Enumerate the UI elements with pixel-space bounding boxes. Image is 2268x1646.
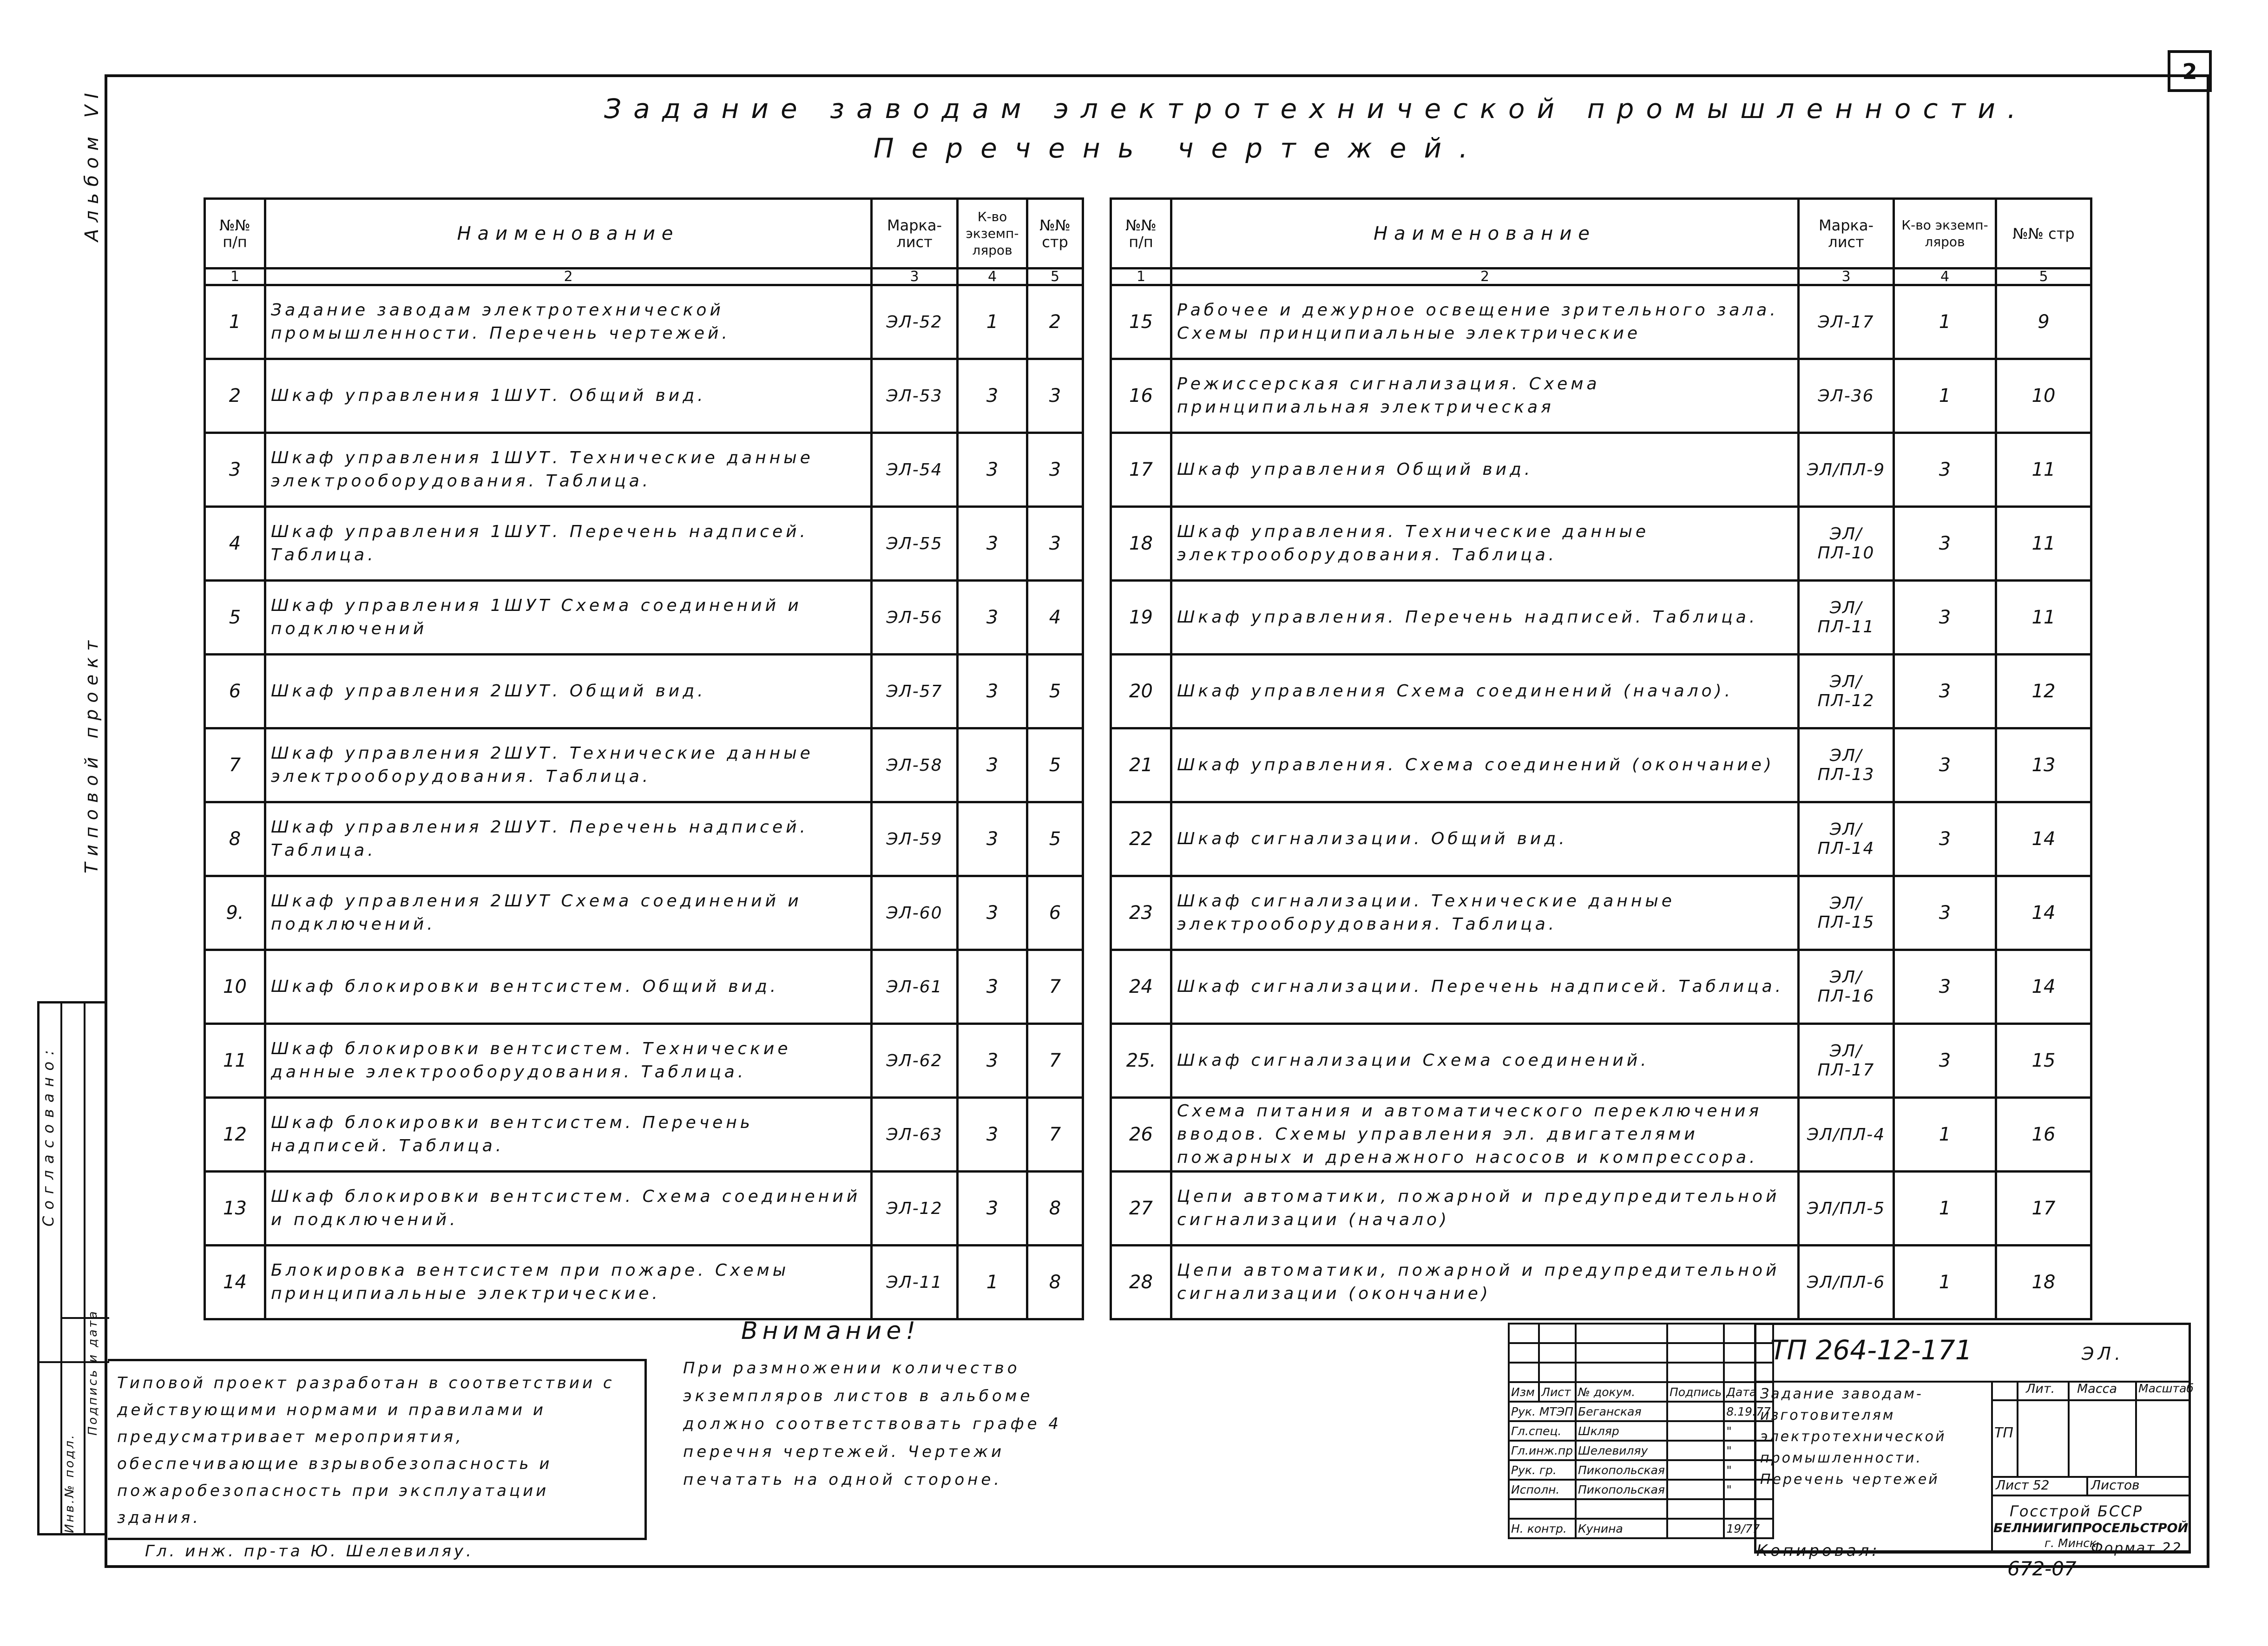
chief-engineer-signature: Гл. инж. пр-та Ю. Шелевиляу. [145,1542,474,1561]
copies-count: 3 [1894,433,1996,507]
table-row [205,950,1083,1024]
org-city: г. Минск [2044,1536,2097,1550]
drawing-name: Шкаф блокировки вентсистем. Технические данные электрооборудования. Таблица. [265,1024,872,1098]
stamp-header-cell: № докум. [1576,1382,1667,1402]
copies-count: 1 [958,285,1027,359]
row-number: 4 [205,507,265,581]
row-number: 25. [1111,1024,1171,1098]
page-number-cell: 13 [1996,728,2091,802]
project-code: ТП 264-12-171 [1770,1334,1972,1366]
sheet-title: Задание заводам-изготовителям электротехнической промышленности. Перечень чертежей [1760,1386,1946,1488]
stamp-name [1576,1499,1667,1519]
drawing-mark: ЭЛ/ПЛ-11 [1799,581,1894,655]
drawing-mark: ЭЛ-36 [1799,359,1894,433]
row-number: 17 [1111,433,1171,507]
page-number-cell: 5 [1027,802,1083,876]
col-copies-header: К-во экземп-ляров [958,199,1027,269]
page-number-cell: 2 [1027,285,1083,359]
drawing-name: Шкаф сигнализации. Технические данные электрооборудования. Таблица. [1171,876,1799,950]
table-row [205,802,1083,876]
row-number: 15 [1111,285,1171,359]
table-row [205,1172,1083,1246]
project-label: Типовой проект [81,634,102,873]
stamp-date: " [1724,1421,1773,1441]
title-block-signatures [1508,1323,1774,1539]
page-number-cell: 15 [1996,1024,2091,1098]
stamp-header-cell: Подпись [1667,1382,1724,1402]
drawing-mark: ЭЛ/ПЛ-16 [1799,950,1894,1024]
row-number: 1 [205,285,265,359]
row-number: 19 [1111,581,1171,655]
stamp-role: Рук. гр. [1509,1460,1576,1480]
col-name-header: Наименование [265,199,872,269]
drawing-mark: ЭЛ-54 [872,433,958,507]
copies-count: 1 [1894,1098,1996,1172]
row-number: 14 [205,1246,265,1319]
drawing-mark: ЭЛ/ПЛ-13 [1799,728,1894,802]
table-row [1111,507,2091,581]
col-index: 1 [1111,269,1171,285]
stamp-role: Гл.инж.пр [1509,1441,1576,1460]
drawing-name: Шкаф управления 2ШУТ. Технические данные электрооборудования. Таблица. [265,728,872,802]
mass-label: Масса [2077,1382,2117,1396]
col-index: 2 [1171,269,1799,285]
row-number: 21 [1111,728,1171,802]
copies-count: 3 [958,728,1027,802]
sheets-count-label: Листов [2091,1477,2140,1493]
copies-count: 3 [1894,655,1996,728]
drawing-name: Режиссерская сигнализация. Схема принципиальная электрическая [1171,359,1799,433]
col-index: 3 [1799,269,1894,285]
lit-value: ТП [1994,1425,2013,1441]
page-number-cell: 5 [1027,655,1083,728]
format-label: Формат 22 [2091,1540,2183,1556]
stamp-row [1509,1421,1773,1441]
page-number-cell: 17 [1996,1172,2091,1246]
stamp-row [1509,1460,1773,1480]
col-num-header: №№ п/п [1111,199,1171,269]
page-number-cell: 14 [1996,876,2091,950]
row-number: 5 [205,581,265,655]
row-number: 7 [205,728,265,802]
table-row [205,728,1083,802]
page-number-cell: 18 [1996,1246,2091,1319]
drawing-mark: ЭЛ-60 [872,876,958,950]
stamp-header-cell: Лист [1539,1382,1576,1402]
stamp-date: " [1724,1441,1773,1460]
org-name: Госстрой БССР [2010,1502,2143,1520]
row-number: 2 [205,359,265,433]
stamp-signature [1667,1499,1724,1519]
stamp-name: Шелевиляу [1576,1441,1667,1460]
row-number: 20 [1111,655,1171,728]
page-number-cell: 11 [1996,507,2091,581]
page-number-cell: 3 [1027,359,1083,433]
table-row [1111,655,2091,728]
drawing-mark: ЭЛ-53 [872,359,958,433]
copies-count: 3 [1894,728,1996,802]
document-subtitle: Перечень чертежей. [874,132,1486,164]
table-row [1111,359,2091,433]
stamp-signature [1667,1460,1724,1480]
stamp-row [1509,1499,1773,1519]
copies-count: 3 [1894,507,1996,581]
col-index: 3 [872,269,958,285]
row-number: 8 [205,802,265,876]
table-row [205,1246,1083,1319]
table-row [205,1024,1083,1098]
table-row [1111,728,2091,802]
drawing-mark: ЭЛ-61 [872,950,958,1024]
table-row [205,433,1083,507]
page-number-cell: 11 [1996,433,2091,507]
copies-count: 1 [1894,1172,1996,1246]
table-row [205,1098,1083,1172]
bottom-code: 672-07 [2007,1557,2077,1580]
drawing-mark: ЭЛ-62 [872,1024,958,1098]
copies-count: 1 [1894,1246,1996,1319]
col-mark-header: Марка-лист [872,199,958,269]
sign-date-label: Подпись и дата [86,1309,100,1436]
col-index: 4 [1894,269,1996,285]
copies-count: 1 [1894,359,1996,433]
drawing-name: Шкаф блокировки вентсистем. Общий вид. [265,950,872,1024]
page-number-cell: 16 [1996,1098,2091,1172]
table-row [1111,1098,2091,1172]
row-number: 26 [1111,1098,1171,1172]
stamp-row [1509,1441,1773,1460]
row-number: 11 [205,1024,265,1098]
table-row [205,876,1083,950]
copies-count: 1 [1894,285,1996,359]
row-number: 10 [205,950,265,1024]
page-number-cell: 7 [1027,950,1083,1024]
copies-count: 3 [1894,581,1996,655]
drawing-name: Цепи автоматики, пожарной и предупредительной сигнализации (окончание) [1171,1246,1799,1319]
drawing-name: Шкаф управления Схема соединений (начало). [1171,655,1799,728]
stamp-row [1509,1519,1773,1538]
stamp-signature [1667,1441,1724,1460]
page-number-cell: 11 [1996,581,2091,655]
stamp-name: Пикопольская [1576,1480,1667,1499]
drawing-mark: ЭЛ-11 [872,1246,958,1319]
drawing-name: Шкаф управления Общий вид. [1171,433,1799,507]
table-row [205,359,1083,433]
stamp-signature [1667,1519,1724,1538]
drawing-mark: ЭЛ-12 [872,1172,958,1246]
drawing-mark: ЭЛ/ПЛ-15 [1799,876,1894,950]
row-number: 16 [1111,359,1171,433]
drawings-table-right [1110,197,2092,1320]
stamp-row [1509,1480,1773,1499]
row-number: 24 [1111,950,1171,1024]
stamp-role [1509,1499,1576,1519]
album-label: Альбом VI [81,86,103,242]
stamp-name: Пикопольская [1576,1460,1667,1480]
col-index: 4 [958,269,1027,285]
row-number: 13 [205,1172,265,1246]
page-number-cell: 7 [1027,1024,1083,1098]
row-number: 23 [1111,876,1171,950]
col-num-header: №№ п/п [205,199,265,269]
drawing-mark: ЭЛ/ПЛ-6 [1799,1246,1894,1319]
page-number: 2 [2168,50,2212,92]
stamp-header-cell: Изм [1509,1382,1539,1402]
row-number: 18 [1111,507,1171,581]
row-number: 3 [205,433,265,507]
drawing-mark: ЭЛ-59 [872,802,958,876]
drawing-name: Шкаф управления 1ШУТ. Технические данные электрооборудования. Таблица. [265,433,872,507]
copies-count: 3 [958,950,1027,1024]
col-mark-header: Марка-лист [1799,199,1894,269]
page-number-cell: 6 [1027,876,1083,950]
drawing-mark: ЭЛ-56 [872,581,958,655]
drawing-mark: ЭЛ-55 [872,507,958,581]
col-index: 5 [1027,269,1083,285]
copies-count: 3 [958,876,1027,950]
drawing-mark: ЭЛ/ПЛ-14 [1799,802,1894,876]
scale-label: Масштаб [2138,1382,2194,1395]
page-number-cell: 7 [1027,1098,1083,1172]
sheet-number: Лист 52 [1996,1477,2050,1493]
page-number-cell: 14 [1996,802,2091,876]
copies-count: 3 [958,1024,1027,1098]
copies-count: 3 [958,802,1027,876]
stamp-role: Н. контр. [1509,1519,1576,1538]
page-number-cell: 14 [1996,950,2091,1024]
row-number: 22 [1111,802,1171,876]
copies-count: 1 [958,1246,1027,1319]
drawing-mark: ЭЛ-63 [872,1098,958,1172]
table-row [1111,950,2091,1024]
stamp-header-cell: Дата [1724,1382,1773,1402]
stamp-signature [1667,1421,1724,1441]
drawing-mark: ЭЛ-57 [872,655,958,728]
lit-label: Лит. [2026,1382,2055,1396]
drawing-mark: ЭЛ/ПЛ-4 [1799,1098,1894,1172]
copies-count: 3 [958,655,1027,728]
design-note-text: Типовой проект разработан в соответствии с действующими нормами и правилами и предусматривает мероприятия, обеспечивающие взрывобезопасность и пожаробезопасность при эксплуатации здания. [117,1374,615,1527]
drawing-name: Шкаф управления. Технические данные электрооборудования. Таблица. [1171,507,1799,581]
table-row [1111,581,2091,655]
page-number-cell: 5 [1027,728,1083,802]
table-row [205,285,1083,359]
stamp-name: Кунина [1576,1519,1667,1538]
drawing-name: Шкаф управления 2ШУТ. Общий вид. [265,655,872,728]
copies-count: 3 [958,1098,1027,1172]
col-name-header: Наименование [1171,199,1799,269]
drawing-mark: ЭЛ/ПЛ-5 [1799,1172,1894,1246]
row-number: 6 [205,655,265,728]
page-number-cell: 12 [1996,655,2091,728]
drawing-mark: ЭЛ/ПЛ-12 [1799,655,1894,728]
drawing-name: Шкаф сигнализации Схема соединений. [1171,1024,1799,1098]
drawing-name: Шкаф управления. Схема соединений (окончание) [1171,728,1799,802]
agreed-label: Согласовано: [39,1043,57,1226]
attention-title: Внимание! [741,1317,920,1345]
table-row [1111,1024,2091,1098]
stamp-row [1509,1402,1773,1421]
org-institute: БЕЛНИИГИПРОСЕЛЬСТРОЙ [1993,1521,2189,1535]
copies-count: 3 [958,1172,1027,1246]
drawing-mark: ЭЛ/ПЛ-17 [1799,1024,1894,1098]
attention-text: При размножении количество экземпляров листов в альбоме должно соответствовать графе 4 перечня чертежей. Чертежи печатать на одной стороне. [683,1359,1062,1489]
stamp-date: 19/77 [1724,1519,1773,1538]
stamp-role: Рук. МТЭП [1509,1402,1576,1421]
drawing-name: Шкаф управления 1ШУТ Схема соединений и подключений [265,581,872,655]
drawing-name: Шкаф блокировки вентсистем. Схема соединений и подключений. [265,1172,872,1246]
table-row [1111,1172,2091,1246]
copies-count: 3 [1894,950,1996,1024]
col-index: 5 [1996,269,2091,285]
stamp-signature [1667,1402,1724,1421]
row-number: 28 [1111,1246,1171,1319]
table-row [1111,1246,2091,1319]
stamp-date: " [1724,1480,1773,1499]
copies-count: 3 [958,507,1027,581]
copied-by-label: Копировал: [1756,1541,1880,1560]
copies-count: 3 [958,581,1027,655]
page-number-cell: 10 [1996,359,2091,433]
table-row [205,581,1083,655]
stamp-name: Беганская [1576,1402,1667,1421]
page-number-cell: 9 [1996,285,2091,359]
drawing-name: Шкаф управления 1ШУТ. Перечень надписей. Таблица. [265,507,872,581]
col-copies-header: К-во экземп-ляров [1894,199,1996,269]
page-number-cell: 4 [1027,581,1083,655]
table-row [1111,876,2091,950]
table-row [1111,433,2091,507]
table-row [205,655,1083,728]
drawing-mark: ЭЛ-52 [872,285,958,359]
stamp-role: Исполн. [1509,1480,1576,1499]
drawing-mark: ЭЛ/ПЛ-10 [1799,507,1894,581]
row-number: 12 [205,1098,265,1172]
row-number: 27 [1111,1172,1171,1246]
copies-count: 3 [958,433,1027,507]
design-note [108,1359,647,1561]
row-number: 9. [205,876,265,950]
table-row [205,507,1083,581]
drawing-mark: ЭЛ/ПЛ-9 [1799,433,1894,507]
stamp-date: " [1724,1460,1773,1480]
drawing-name: Шкаф блокировки вентсистем. Перечень надписей. Таблица. [265,1098,872,1172]
page-number-cell: 8 [1027,1172,1083,1246]
drawing-name: Шкаф управления 1ШУТ. Общий вид. [265,359,872,433]
drawing-mark: ЭЛ-58 [872,728,958,802]
drawing-name: Шкаф управления. Перечень надписей. Таблица. [1171,581,1799,655]
col-page-header: №№ стр [1027,199,1083,269]
drawing-name: Шкаф сигнализации. Общий вид. [1171,802,1799,876]
drawing-name: Шкаф управления 2ШУТ Схема соединений и подключений. [265,876,872,950]
drawing-name: Рабочее и дежурное освещение зрительного зала. Схемы принципиальные электрические [1171,285,1799,359]
table-row [1111,802,2091,876]
table-row [1111,285,2091,359]
page-number-cell: 3 [1027,507,1083,581]
col-index: 1 [205,269,265,285]
page-number-cell: 3 [1027,433,1083,507]
drawing-name: Задание заводам электротехнической промышленности. Перечень чертежей. [265,285,872,359]
col-index: 2 [265,269,872,285]
page-number-cell: 8 [1027,1246,1083,1319]
copies-count: 3 [1894,876,1996,950]
drawing-name: Схема питания и автоматического переключения вводов. Схемы управления эл. двигателями пожарных и дренажного насосов и компрессора. [1171,1098,1799,1172]
drawing-name: Цепи автоматики, пожарной и предупредительной сигнализации (начало) [1171,1172,1799,1246]
copies-count: 3 [1894,1024,1996,1098]
document-title: Задание заводам электротехнической промышленности. [604,93,2028,125]
stamp-role: Гл.спец. [1509,1421,1576,1441]
col-page-header: №№ стр [1996,199,2091,269]
copies-count: 3 [958,359,1027,433]
drawing-name: Шкаф управления 2ШУТ. Перечень надписей. Таблица. [265,802,872,876]
drawing-mark: ЭЛ-17 [1799,285,1894,359]
copies-count: 3 [1894,802,1996,876]
inv-label: Инв.№ подл. [63,1433,77,1533]
section-code: ЭЛ. [2082,1344,2124,1364]
stamp-signature [1667,1480,1724,1499]
stamp-name: Шкляр [1576,1421,1667,1441]
drawing-name: Шкаф сигнализации. Перечень надписей. Таблица. [1171,950,1799,1024]
stamp-date: 8.19.77 [1724,1402,1773,1421]
drawings-table-left [204,197,1084,1320]
title-block [1754,1323,2194,1554]
drawing-name: Блокировка вентсистем при пожаре. Схемы принципиальные электрические. [265,1246,872,1319]
